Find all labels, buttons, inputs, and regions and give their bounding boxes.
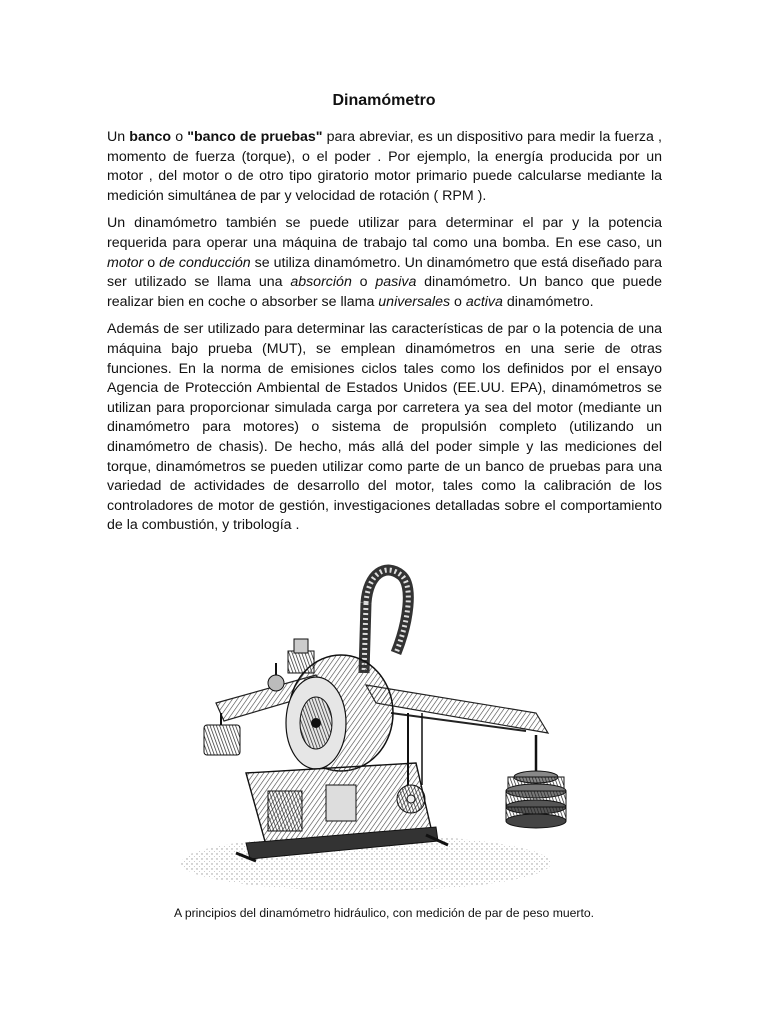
paragraph xyxy=(107,214,662,312)
text-run: o xyxy=(450,293,466,310)
italic-term: de conducción xyxy=(159,254,251,271)
text-run: o xyxy=(171,129,188,145)
text-run: dinamómetro. xyxy=(502,293,594,310)
body-text xyxy=(107,128,662,544)
figure-caption: A principios del dinamómetro hidráulico, con medición de par de peso muerto. xyxy=(173,906,595,920)
text-run: o xyxy=(351,274,376,291)
bold-term: banco xyxy=(129,129,172,145)
text-run: dinamómetro. Un banco que puede realizar bien en coche o absorber se llama xyxy=(107,274,662,310)
text-run: Un dinamómetro también se puede utilizar para determinar el par y la potencia requerida para operar una máquina de trabajo tal como una bomba. En ese caso, un xyxy=(107,215,662,251)
italic-term: motor xyxy=(107,254,144,271)
paragraph xyxy=(107,128,662,206)
italic-term: universales xyxy=(378,293,451,310)
italic-term: activa xyxy=(465,293,503,310)
dynamometer-illustration xyxy=(176,563,586,893)
text-run: se utiliza dinamómetro. Un dinamómetro que está diseñado para ser utilizado se llama una xyxy=(107,254,662,291)
dynamometer-engraving-icon xyxy=(176,563,586,893)
italic-term: absorción xyxy=(290,274,352,291)
bold-term: "banco de pruebas" xyxy=(187,129,323,145)
text-run: Un xyxy=(107,129,130,145)
paragraph xyxy=(107,320,662,536)
text-run: para abreviar, es un dispositivo para medir la fuerza , momento de fuerza (torque), o el poder . Por ejemplo, la energía producida por un motor , del motor o de otro tipo giratorio motor primario puede calcularse mediante la medición simultánea de par y velocidad de rotación ( RPM ). xyxy=(107,129,662,204)
italic-term: pasiva xyxy=(375,274,417,291)
page-title: Dinamómetro xyxy=(332,92,436,109)
text-run: o xyxy=(143,254,160,271)
text-run: Además de ser utilizado para determinar las características de par o la potencia de una máquina bajo prueba (MUT), se emplean dinamómetros en una serie de otras funciones. En la norma de emisiones ciclos tales como los definidos por el ensayo Agencia de Protección Ambiental de Estados Unidos (EE.UU. EPA), dinamómetros se utilizan para proporcionar simulada carga por carretera ya sea del motor (mediante un dinamómetro para motores) o sistema de propulsión completo (utilizando un dinamómetro de chasis). De hecho, más allá del poder simple y las mediciones del torque, dinamómetros se pueden utilizar como parte de un banco de pruebas para una variedad de actividades de desarrollo del motor, tales como la calibración de los controladores de motor de gestión, investigaciones detalladas sobre el comportamiento de la combustión, y tribología . xyxy=(107,321,662,534)
